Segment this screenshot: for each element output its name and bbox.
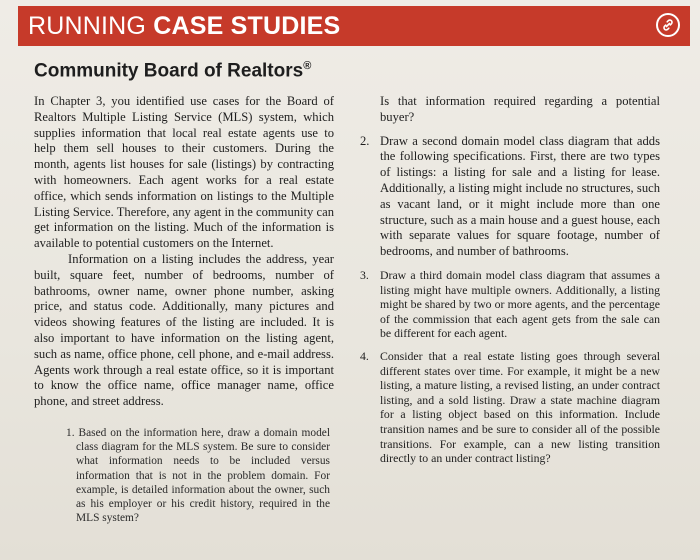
right-column [360,94,660,466]
question-2 [360,133,660,260]
question-3-text: Draw a third domain model class diagram that assumes a listing might have multiple owners. Additionally, a listing might be shared by two or more agents, and the percentage of the commission that each agent gets from the sale can be different for each agent. [380,267,660,341]
section-title-text: Community Board of Realtors [34,60,304,82]
banner-title-bold: CASE STUDIES [153,12,341,40]
question-2-text: Draw a second domain model class diagram that adds the following specifications. First, there are two types of listings: a listing for sale and a listing for lease. Additionally, a listing might include no structures, such as vacant land, or it might include more than one structure, such as a main house and a guest house, each with separate values for square footage, number of bedrooms, and number of bathrooms. [380,133,660,259]
question-3 [360,267,660,341]
question-3-number: 3. [360,267,369,282]
question-1-number: 1. [66,426,75,439]
intro-paragraph: In Chapter 3, you identified use cases for the Board of Realtors Multiple Listing Service (MLS) system, which supplies information that local real estate agents use to help them sell houses to their customers. During the month, agents list houses for sale (listings) by contracting with homeowners. Each agent works for a real estate office, which sends information on listings to the Multiple Listing Service. Therefore, any agent in the community can get information on the listing. Much of the information is available to potential customers on the Internet. [34,94,334,251]
question-2-number: 2. [360,133,370,148]
question-1 [66,426,330,525]
left-column [34,94,334,525]
question-4-text: Consider that a real estate listing goes through several different states over time. For example, it might be a new listing, a mature listing, a revised listing, an under contract listing, and a sold listing. Draw a state machine diagram for a listing object based on this information. Include transition names and be sure to consider all of the possible transitions. For example, can a new listing transition directly to an under contract listing? [380,348,660,466]
question-4 [360,348,660,466]
question-1-continuation: Is that information required regarding a potential buyer? [380,94,660,124]
section-title [34,60,311,82]
question-1-text: Based on the information here, draw a domain model class diagram for the MLS system. Be sure to consider what information needs to be included versus information that is not in the problem domain. For example, is detailed information about the owner, such as his employer or his credit history, required in the MLS system? [76,426,330,525]
question-4-number: 4. [360,348,369,363]
registered-mark: ® [303,60,312,72]
chain-link-icon [656,13,680,37]
listing-info-paragraph: Information on a listing includes the address, year built, square feet, number of bedrooms, number of bathrooms, owner name, owner phone number, asking price, and status code. Additionally, many pictures and videos showing features of the listing are included. It is also important to have information on the listing agent, such as name, office phone, cell phone, and e-mail address. Agents work through a real estate office, so it is important to know the office name, office manager name, office phone, and street address. [34,251,334,409]
running-case-studies-banner [18,6,690,46]
banner-title-light: RUNNING [28,12,154,40]
